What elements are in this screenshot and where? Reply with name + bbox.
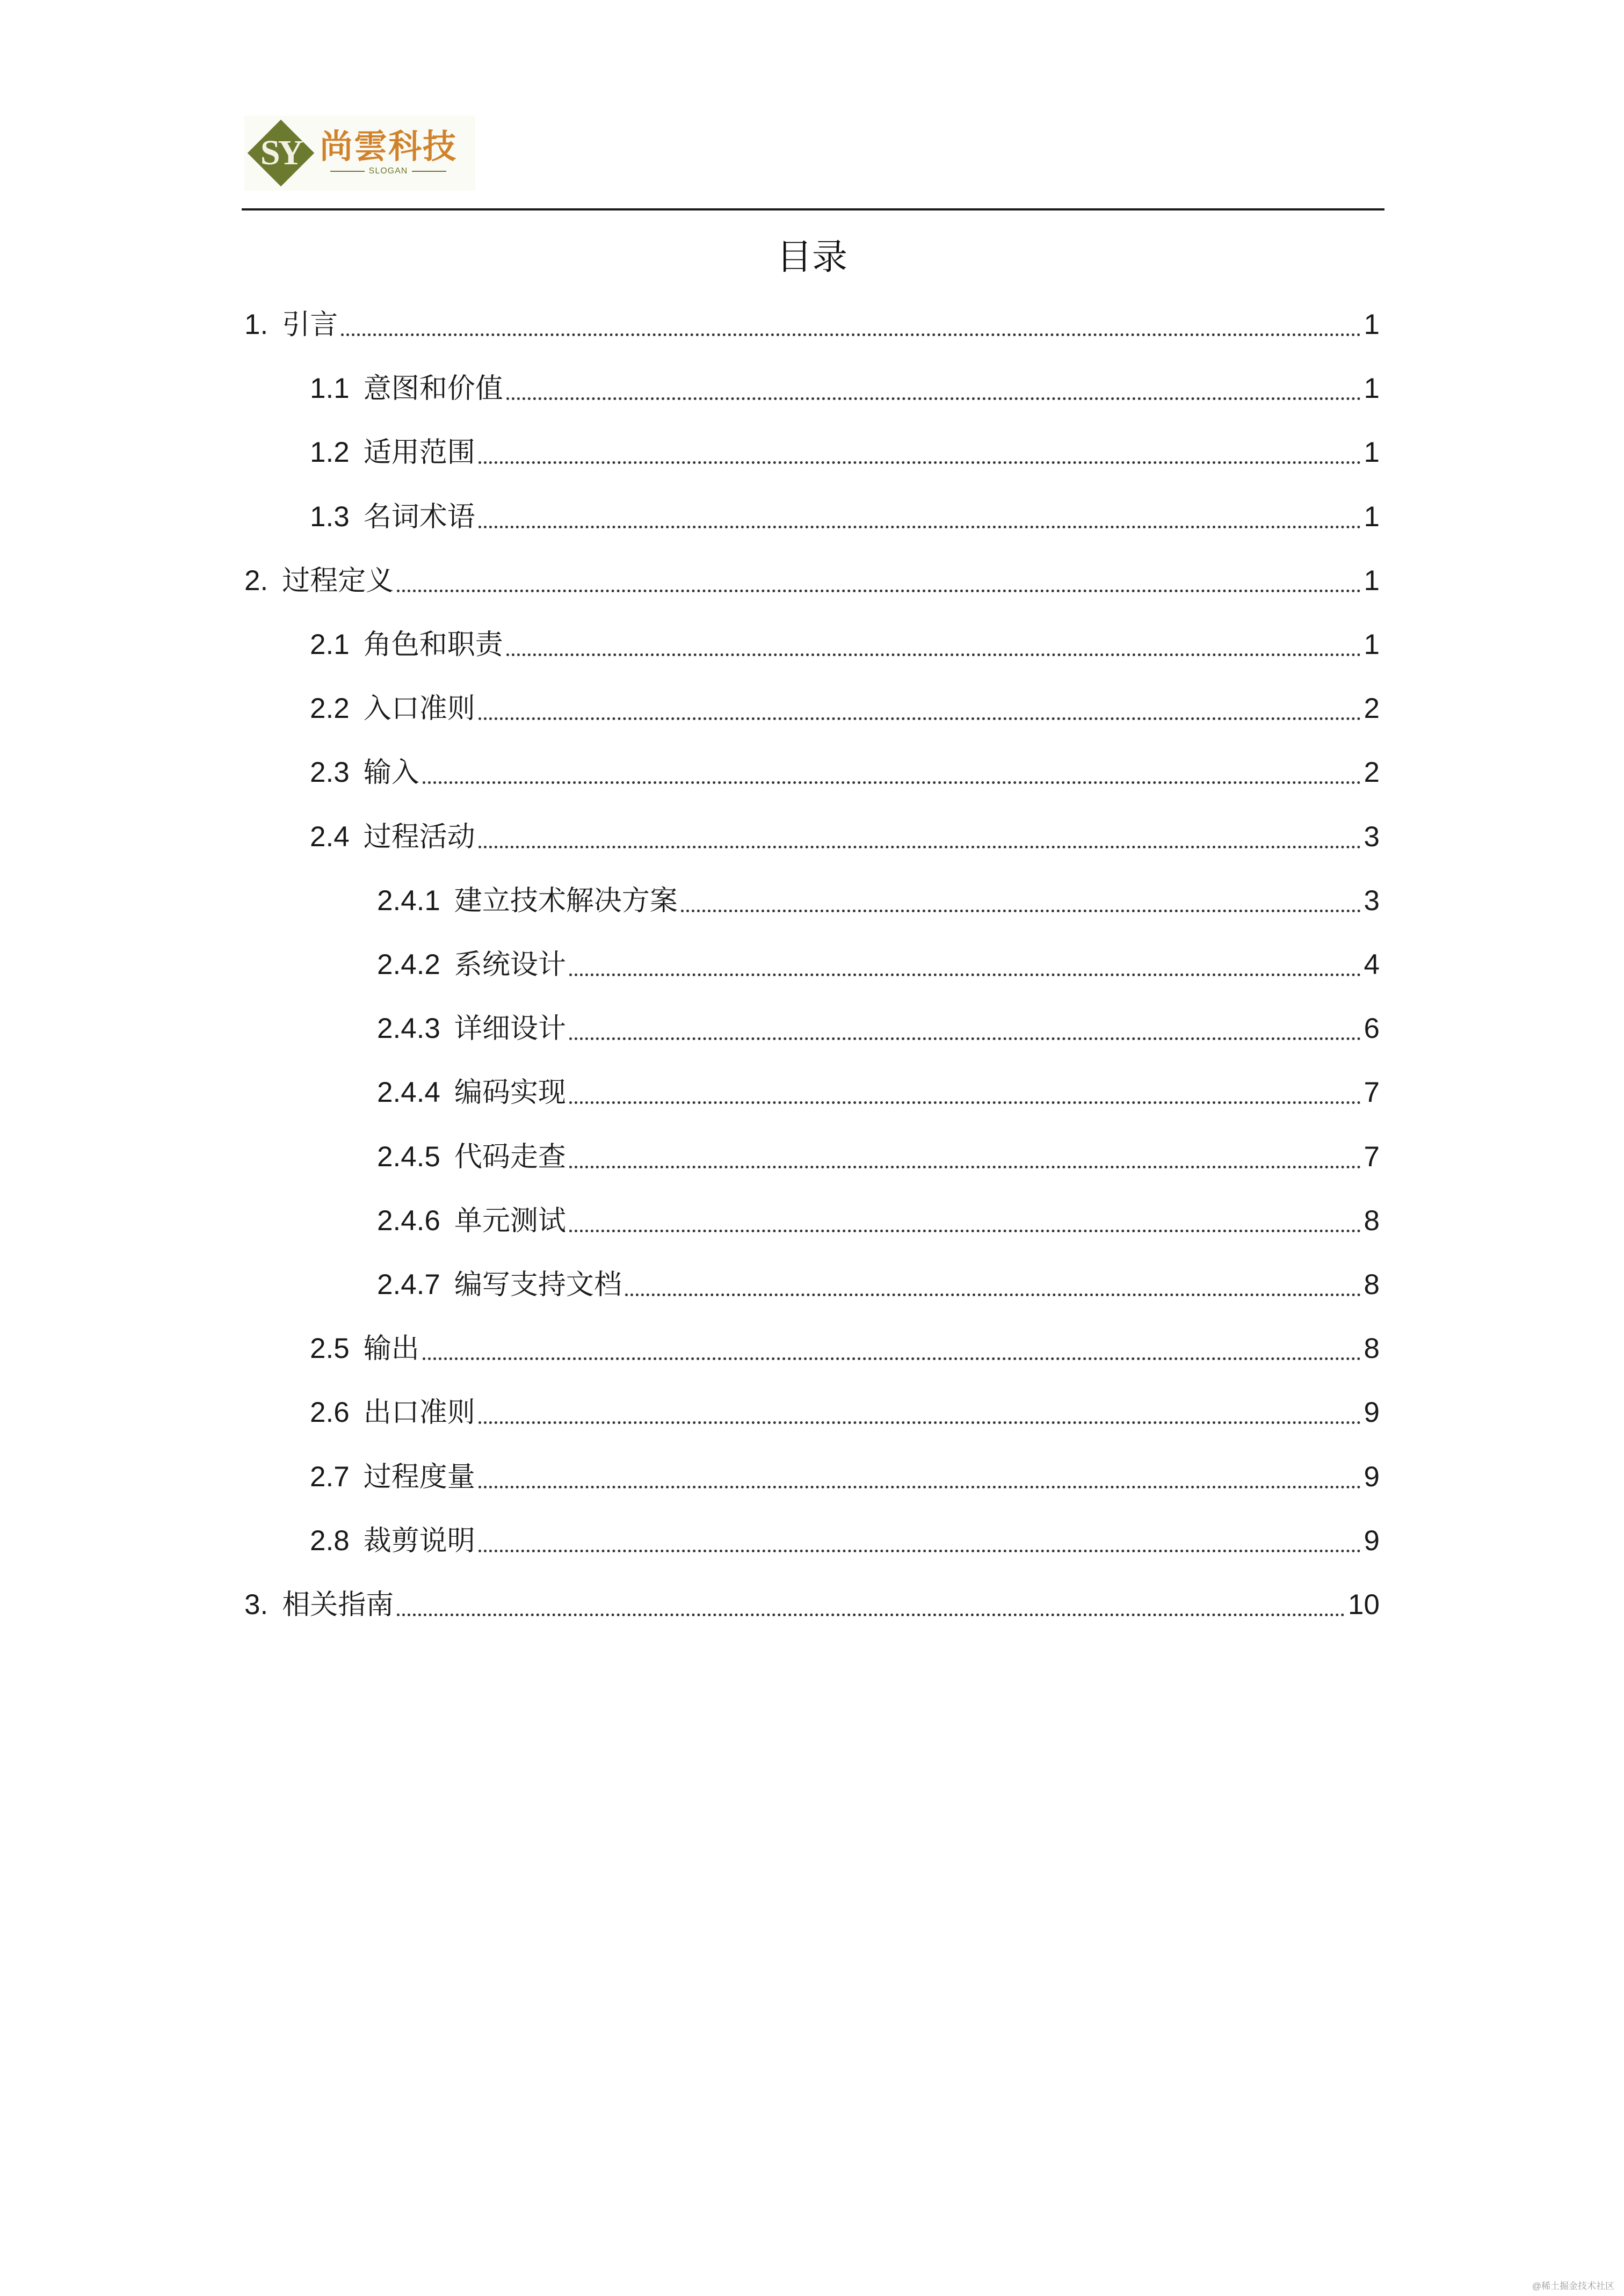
toc-entry-number: 2.4.7 [377, 1269, 440, 1300]
toc-entry-title: 过程活动 [363, 820, 475, 853]
toc-entry-number: 2.4 [310, 820, 350, 853]
toc-entry-title: 编码实现 [454, 1077, 566, 1109]
toc-entry[interactable] [244, 1394, 1380, 1432]
toc-entry-number: 2.2 [310, 693, 350, 725]
toc-entry[interactable] [244, 754, 1380, 791]
toc-entry-number: 3. [244, 1589, 269, 1621]
toc-entry-page: 1 [1364, 309, 1380, 340]
toc-entry[interactable] [244, 1202, 1380, 1240]
toc-entry-title: 适用范围 [363, 437, 475, 469]
logo-slogan: SLOGAN [368, 166, 408, 176]
toc-entry-title: 过程度量 [363, 1461, 475, 1493]
toc-leader-dots [341, 333, 1360, 336]
toc-entry-page: 1 [1364, 629, 1380, 660]
toc-leader-dots [625, 1294, 1361, 1296]
toc-entry-page: 1 [1364, 500, 1380, 533]
toc-entry-number: 1. [244, 309, 269, 340]
toc-entry[interactable] [244, 690, 1380, 728]
toc-entry-page: 9 [1364, 1524, 1380, 1557]
toc-entry-title: 详细设计 [454, 1013, 566, 1045]
toc-entry[interactable] [244, 1522, 1380, 1560]
logo-diamond-icon [243, 115, 318, 191]
toc-entry-number: 2.4.2 [377, 949, 440, 980]
toc-entry-number: 2.4.1 [377, 884, 440, 917]
toc-entry-page: 2 [1364, 693, 1380, 725]
toc-entry-page: 9 [1364, 1461, 1380, 1493]
toc-entry[interactable] [244, 370, 1380, 408]
toc-leader-dots [479, 717, 1361, 720]
toc-entry-page: 6 [1364, 1013, 1380, 1045]
toc-leader-dots [681, 910, 1361, 912]
toc-entry-page: 3 [1364, 884, 1380, 917]
watermark: @稀土掘金技术社区 [1532, 2281, 1614, 2291]
company-logo [244, 115, 475, 191]
toc-entry-number: 2.7 [310, 1461, 350, 1493]
toc-leader-dots [569, 1037, 1361, 1040]
toc-entry[interactable] [244, 1074, 1380, 1111]
toc-entry-title: 引言 [282, 309, 338, 341]
toc-entry-page: 8 [1364, 1333, 1380, 1365]
toc-leader-dots [397, 590, 1360, 592]
toc-entry[interactable] [244, 1330, 1380, 1368]
toc-entry-title: 系统设计 [454, 949, 566, 981]
toc-entry-title: 编写支持文档 [454, 1269, 622, 1301]
toc-entry-page: 3 [1364, 820, 1380, 853]
toc-entry-title: 过程定义 [282, 564, 394, 597]
toc-entry-number: 1.2 [310, 437, 350, 469]
logo-monogram: SY [260, 133, 302, 172]
toc-entry-page: 1 [1364, 437, 1380, 469]
toc-entry-number: 2.6 [310, 1397, 350, 1429]
toc-leader-dots [506, 653, 1361, 656]
toc-entry-number: 2.5 [310, 1333, 350, 1365]
toc-leader-dots [397, 1614, 1345, 1616]
toc-entry[interactable] [244, 946, 1380, 984]
toc-entry-title: 角色和职责 [363, 629, 503, 661]
toc-leader-dots [423, 1357, 1361, 1360]
toc-entry-title: 相关指南 [282, 1589, 394, 1621]
toc-leader-dots [479, 1486, 1361, 1488]
toc-entry-number: 1.3 [310, 500, 350, 533]
toc-entry[interactable] [244, 434, 1380, 471]
toc-entry[interactable] [244, 818, 1380, 856]
toc-leader-dots [569, 973, 1361, 976]
toc-entry-page: 2 [1364, 757, 1380, 789]
toc-entry-page: 4 [1364, 949, 1380, 980]
toc-leader-dots [479, 1550, 1361, 1552]
toc-entry[interactable] [244, 626, 1380, 664]
toc-leader-dots [479, 1421, 1361, 1424]
toc-entry-title: 输出 [363, 1333, 419, 1365]
toc-entry-number: 2.3 [310, 757, 350, 789]
toc-entry-number: 2.4.6 [377, 1204, 440, 1237]
toc-entry-page: 7 [1364, 1077, 1380, 1109]
toc-entry-number: 2.1 [310, 629, 350, 660]
toc-entry-page: 9 [1364, 1397, 1380, 1429]
toc-leader-dots [569, 1230, 1361, 1232]
toc-entry-page: 8 [1364, 1269, 1380, 1300]
toc-entry-number: 2.4.3 [377, 1013, 440, 1045]
toc-entry[interactable] [244, 1010, 1380, 1048]
toc-entry-title: 出口准则 [363, 1397, 475, 1429]
toc-title: 目录 [777, 236, 847, 278]
toc-leader-dots [569, 1166, 1361, 1168]
toc-entry-page: 8 [1364, 1204, 1380, 1237]
toc-entry[interactable] [244, 882, 1380, 920]
toc-entry-number: 2.4.5 [377, 1140, 440, 1173]
toc-entry[interactable] [244, 1266, 1380, 1304]
toc-entry-number: 2. [244, 564, 269, 597]
toc-leader-dots [423, 781, 1361, 784]
toc-entry-page: 10 [1348, 1589, 1380, 1621]
toc-leader-dots [506, 397, 1361, 400]
toc-leader-dots [479, 526, 1361, 528]
toc-entry-title: 建立技术解决方案 [454, 884, 678, 917]
toc-entry[interactable] [244, 1458, 1380, 1496]
header-rule [242, 208, 1384, 210]
toc-entry-title: 输入 [363, 757, 419, 789]
toc-entry[interactable] [244, 306, 1380, 344]
toc-leader-dots [479, 846, 1361, 848]
slogan-divider [412, 171, 446, 172]
toc-entry[interactable] [244, 1586, 1380, 1624]
toc-leader-dots [569, 1101, 1361, 1104]
toc-entry[interactable] [244, 498, 1380, 536]
toc-entry-number: 2.4.4 [377, 1077, 440, 1109]
logo-company-name: 尚雲科技 [320, 127, 458, 166]
slogan-divider [330, 171, 365, 172]
toc-entry-page: 1 [1364, 373, 1380, 405]
toc-entry-number: 1.1 [310, 373, 350, 405]
toc-entry-title: 名词术语 [363, 500, 475, 533]
toc-entry-page: 7 [1364, 1140, 1380, 1173]
toc-entry-title: 单元测试 [454, 1204, 566, 1237]
toc-entry-page: 1 [1364, 564, 1380, 597]
toc-entry-title: 意图和价值 [363, 373, 503, 405]
toc-leader-dots [479, 461, 1361, 464]
toc-entry[interactable] [244, 1138, 1380, 1176]
toc-entry[interactable] [244, 562, 1380, 600]
toc-entry-title: 裁剪说明 [363, 1524, 475, 1557]
toc-entry-title: 入口准则 [363, 693, 475, 725]
toc-entry-number: 2.8 [310, 1524, 350, 1557]
toc-entry-title: 代码走查 [454, 1140, 566, 1173]
